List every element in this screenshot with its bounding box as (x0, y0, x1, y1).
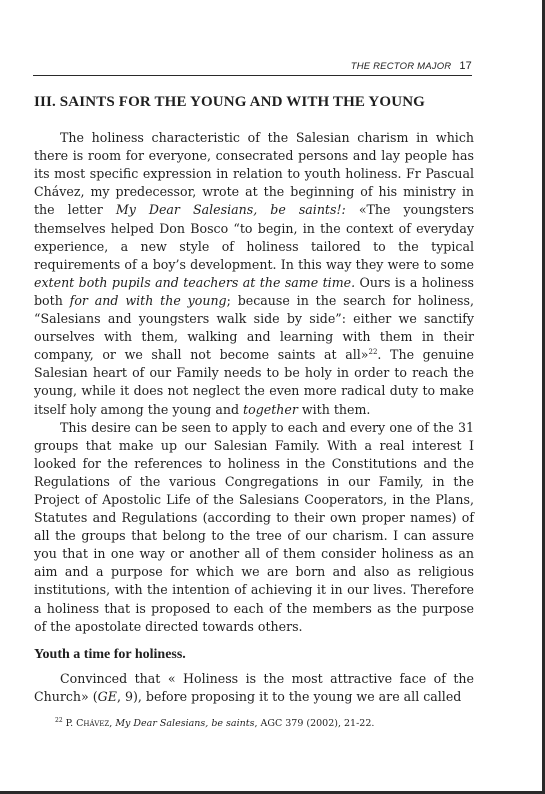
section-title: III. SAINTS FOR THE YOUNG AND WITH THE YOUNG (34, 94, 425, 110)
paragraph-1-text-f: with them. (297, 401, 371, 417)
header-rule (33, 75, 472, 76)
paragraph-1-text-b: «The youngsters themselves helped Don Bosco “to begin, in the context of everyday experience, a new style of holiness tailored to the typical requirements of a boy’s development. In this way they were to some (34, 202, 474, 272)
footnote-author: P. Chávez, (65, 718, 113, 730)
footnote-marker: 22 (55, 717, 63, 724)
paragraph-3 (34, 670, 474, 706)
page-number: 17 (459, 60, 472, 72)
paragraph-1-text-c: Ours is a holiness both (34, 274, 475, 308)
paragraph-1 (34, 129, 474, 419)
page-body (34, 93, 474, 706)
paragraph-1-text-d: ; because in the search for holiness, “Salesians and youngsters walk side by side”: either we sanctify ourselves with them, walking and learning with them in their company, or we shall not become saints at all» (34, 292, 474, 363)
paragraph-3-text-b: , 9), before proposing it to the young we are all called (116, 688, 462, 704)
footnote-title: My Dear Salesians, be saints (115, 718, 255, 730)
paragraph-1-text-a: The holiness characteristic of the Salesian charism in which there is room for everyone, consecrated persons and lay people has its most specific expression in relation to youth holiness. Fr Pascual Chávez, my predecessor, wrote at the beginning of his ministry in the letter (34, 130, 474, 218)
paragraph-1-italic-d: together (243, 401, 298, 417)
paragraph-3-italic: GE (97, 688, 117, 704)
footnote-citation: , AGC 379 (2002), 21-22. (254, 718, 375, 730)
footnote (55, 715, 475, 730)
paragraph-1-italic-c: for and with the young (69, 292, 227, 308)
paragraph-3-text-a: Convinced that « Holiness is the most attractive face of the Church» ( (34, 670, 474, 704)
letter-title: My Dear Salesians, be saints!: (115, 202, 346, 218)
footnote-reference: 22 (368, 348, 378, 357)
paragraph-2: This desire can be seen to apply to each and every one of the 31 groups that make up our Salesian Family. With a real interest I looked for the references to holiness in the Constitutions and the Regulations of the various Congregations in our Family, in the Project of Apostolic Life of the Salesians Cooperators, in the Plans, Statutes and Regulations (according to their own proper names) of all the groups that belong to the tree of our charism. I can assure you that in one way or another all of them consider holiness as an aim and a purpose for which we are born and also as religious institutions, with the intention of achieving it in our lives. Therefore a holiness that is proposed to each of the members as the purpose of the apostolate directed towards others. (34, 419, 474, 634)
running-title: THE RECTOR MAJOR (350, 61, 452, 72)
running-header (33, 60, 472, 72)
subheading: Youth a time for holiness. (34, 646, 186, 662)
paragraph-1-italic-b: extent both pupils and teachers at the same time. (34, 274, 356, 290)
paragraph-1-text-e: . The genuine Salesian heart of our Family needs to be holy in order to reach the young, while it does not neglect the even more radical duty to make itself holy among the young and (34, 347, 474, 417)
